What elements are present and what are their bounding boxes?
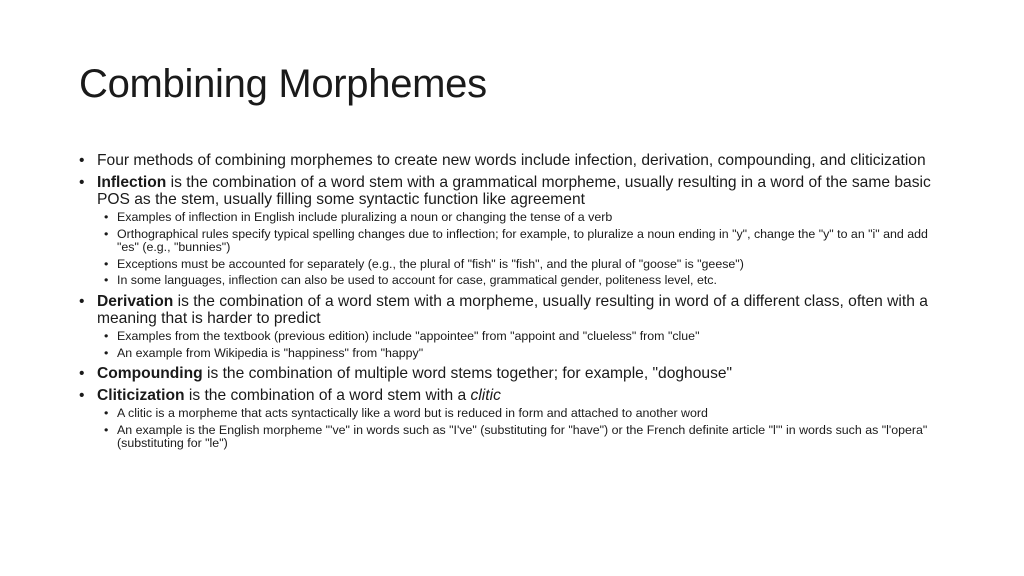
derivation-term: Derivation [97,292,174,310]
bullet-intro-text: Four methods of combining morphemes to create new words include infection, derivation, compounding, and cliticization [97,152,926,169]
compounding-term: Compounding [97,365,203,383]
bullet-cliticization [79,387,945,451]
cliticization-sublist [97,407,945,451]
list-item: • An example is the English morpheme "'ve" in words such as "I've" (substituting for "have") or the French definite article "l'" in words such as "l'opera" (substituting for "le") [97,424,945,451]
inflection-sublist [97,211,945,288]
bullet-inflection [79,174,945,288]
cliticization-term: Cliticization [97,387,185,405]
inflection-text: is the combination of a word stem with a grammatical morpheme, usually resulting in a word of the same basic POS as the stem, usually filling some syntactic function like agreement [97,174,931,208]
derivation-sublist [97,330,945,360]
bullet-compounding [79,365,945,382]
list-item: • An example from Wikipedia is "happiness" from "happy" [97,347,945,361]
cliticization-italic: clitic [470,387,501,405]
bullet-list [79,152,945,451]
list-item: • Examples from the textbook (previous edition) include "appointee" from "appoint and "clueless" from "clue" [97,330,945,344]
cliticization-text: is the combination of a word stem with a [184,387,471,405]
bullet-intro [79,152,945,169]
list-item: • Exceptions must be accounted for separately (e.g., the plural of "fish" is "fish", and the plural of "goose" is "geese") [97,258,945,272]
list-item: • Orthographical rules specify typical spelling changes due to inflection; for example, to pluralize a noun ending in "y", change the "y" to an "i" and add "es" (e.g., "bunnies") [97,228,945,255]
list-item: • Examples of inflection in English include pluralizing a noun or changing the tense of a verb [97,211,945,225]
inflection-term: Inflection [97,174,167,191]
slide-title: Combining Morphemes [79,62,487,106]
slide-body [79,152,945,456]
compounding-text: is the combination of multiple word stems together; for example, "doghouse" [202,365,733,383]
derivation-text: is the combination of a word stem with a morpheme, usually resulting in word of a different class, often with a meaning that is harder to predict [97,292,928,327]
bullet-derivation [79,293,945,360]
list-item: • A clitic is a morpheme that acts syntactically like a word but is reduced in form and attached to another word [97,407,945,421]
list-item: • In some languages, inflection can also be used to account for case, grammatical gender, politeness level, etc. [97,274,945,288]
